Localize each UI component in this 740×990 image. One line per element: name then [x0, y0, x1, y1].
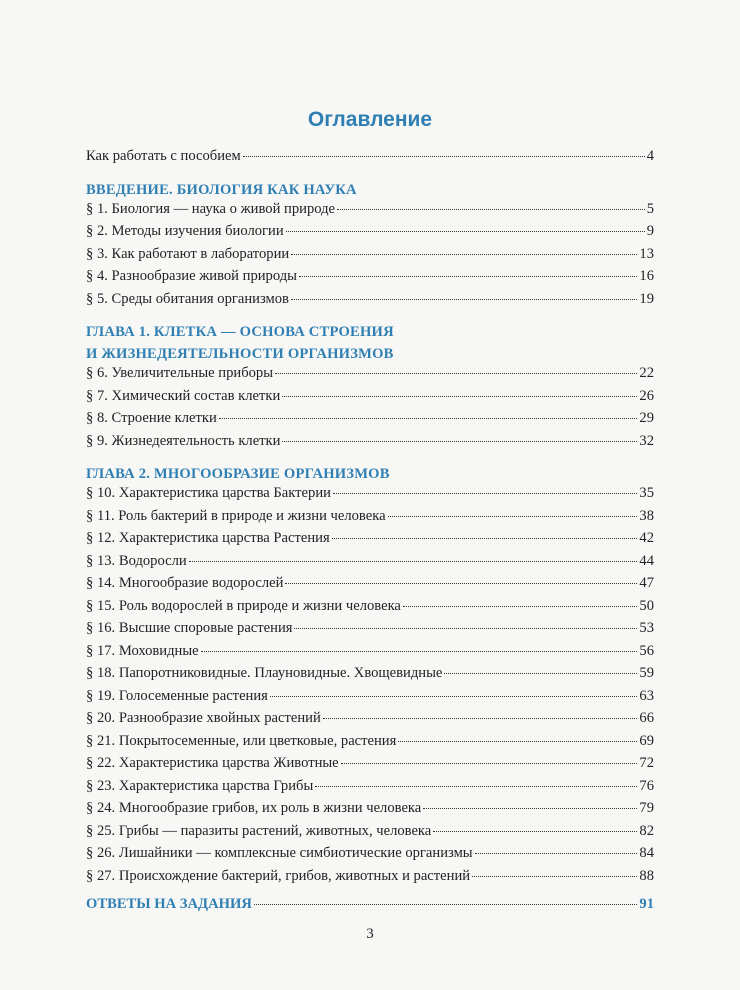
- toc-entry[interactable]: [86, 246, 654, 269]
- toc-entry[interactable]: [86, 485, 654, 508]
- toc-entry-label: § 15. Роль водорослей в природе и жизни человека: [86, 597, 401, 614]
- toc-entry-page: 32: [639, 432, 654, 449]
- dot-leader: [433, 831, 637, 832]
- dot-leader: [332, 538, 638, 539]
- toc-entry-page: 53: [639, 620, 654, 636]
- toc-entry[interactable]: [86, 643, 654, 666]
- dot-leader: [472, 876, 637, 877]
- dot-leader: [475, 853, 638, 854]
- toc-entry-label: § 16. Высшие споровые растения: [86, 620, 293, 636]
- dot-leader: [333, 493, 637, 494]
- toc-entry[interactable]: [86, 755, 654, 778]
- toc-entry[interactable]: [86, 710, 654, 733]
- toc-entry[interactable]: [86, 201, 654, 224]
- toc-entry[interactable]: [86, 823, 654, 846]
- section-heading[interactable]: ГЛАВА 2. МНОГООБРАЗИЕ ОРГАНИЗМОВ: [86, 466, 390, 482]
- dot-leader: [189, 561, 638, 562]
- toc-entry-label: § 6. Увеличительные приборы: [86, 365, 274, 381]
- toc-entry-intro[interactable]: [86, 148, 654, 171]
- toc-entry-page: 35: [639, 485, 654, 501]
- toc-entry-page: 63: [639, 687, 654, 704]
- dot-leader: [286, 231, 645, 232]
- toc-entry-page: 29: [639, 410, 654, 426]
- dot-leader: [388, 516, 638, 517]
- toc-entry[interactable]: [86, 733, 654, 756]
- toc-entry-answers[interactable]: [86, 896, 654, 919]
- dot-leader: [337, 209, 645, 210]
- toc-entry-page: 88: [639, 867, 654, 884]
- toc-sections: [86, 179, 654, 891]
- toc-entry-label: § 4. Разнообразие живой природы: [86, 268, 297, 284]
- toc-entry-page: 19: [639, 290, 654, 307]
- toc-entry-label: § 27. Происхождение бактерий, грибов, животных и растений: [86, 867, 471, 884]
- toc-entry-label: § 19. Голосеменные растения: [86, 687, 268, 704]
- toc-entry-page: 47: [639, 575, 654, 591]
- toc-entry[interactable]: [86, 388, 654, 411]
- section-heading[interactable]: ВВЕДЕНИЕ. БИОЛОГИЯ КАК НАУКА: [86, 181, 357, 198]
- dot-leader: [201, 651, 638, 652]
- dot-leader: [341, 763, 638, 764]
- dot-leader: [282, 441, 637, 442]
- toc-entry-label: § 26. Лишайники — комплексные симбиотические организмы: [86, 845, 473, 861]
- toc-entry-page: 91: [639, 896, 654, 912]
- toc-entry-label: § 8. Строение клетки: [86, 410, 217, 426]
- toc-entry-page: 9: [646, 223, 654, 239]
- section-heading[interactable]: И ЖИЗНЕДЕЯТЕЛЬНОСТИ ОРГАНИЗМОВ: [86, 346, 394, 362]
- toc-entry[interactable]: [86, 778, 654, 801]
- toc-entry-label: § 9. Жизнедеятельность клетки: [86, 432, 281, 449]
- toc-entry-label: § 12. Характеристика царства Растения: [86, 530, 330, 546]
- toc-entry-page: 66: [639, 710, 654, 726]
- dot-leader: [254, 904, 638, 905]
- toc-entry[interactable]: [86, 433, 654, 456]
- dot-leader: [315, 786, 637, 787]
- toc-entry-label: § 23. Характеристика царства Грибы: [86, 777, 314, 794]
- toc-entry[interactable]: [86, 365, 654, 388]
- dot-leader: [403, 606, 637, 607]
- toc-entry-page: 76: [639, 777, 654, 794]
- dot-leader: [282, 396, 637, 397]
- toc-entry-label: § 2. Методы изучения биологии: [86, 223, 284, 239]
- toc-entry[interactable]: [86, 268, 654, 291]
- dot-leader: [398, 741, 637, 742]
- toc-entry[interactable]: [86, 845, 654, 868]
- toc-entry-label: § 7. Химический состав клетки: [86, 387, 281, 404]
- toc-entry-label: § 3. Как работают в лаборатории: [86, 245, 290, 262]
- toc-entry-label: § 21. Покрытосеменные, или цветковые, растения: [86, 732, 397, 749]
- toc-entry-label: § 24. Многообразие грибов, их роль в жизни человека: [86, 800, 422, 816]
- dot-leader: [323, 718, 638, 719]
- dot-leader: [291, 299, 637, 300]
- toc-entry-page: 59: [639, 665, 654, 681]
- toc-entry-label: § 18. Папоротниковидные. Плауновидные. Хвощевидные: [86, 665, 443, 681]
- toc-entry[interactable]: [86, 868, 654, 891]
- section-heading[interactable]: ГЛАВА 1. КЛЕТКА — ОСНОВА СТРОЕНИЯ: [86, 324, 394, 340]
- dot-leader: [243, 156, 645, 157]
- toc-entry-page: 56: [639, 642, 654, 659]
- toc-entry-label: § 11. Роль бактерий в природе и жизни человека: [86, 507, 386, 524]
- toc-entry-page: 79: [639, 800, 654, 816]
- toc-entry-page: 50: [639, 597, 654, 614]
- toc-entry[interactable]: [86, 410, 654, 433]
- page-number: 3: [366, 926, 374, 942]
- toc-entry-label: § 13. Водоросли: [86, 552, 187, 569]
- toc-entry[interactable]: [86, 223, 654, 246]
- toc-entry-page: 38: [639, 507, 654, 524]
- toc-entry-page: 44: [639, 552, 654, 569]
- table-of-contents: [86, 148, 654, 919]
- page-title: Оглавление: [307, 108, 433, 131]
- toc-entry-page: 69: [639, 732, 654, 749]
- toc-entry-label: § 14. Многообразие водорослей: [86, 575, 284, 591]
- toc-entry-page: 84: [639, 845, 654, 861]
- toc-entry[interactable]: [86, 665, 654, 688]
- toc-entry-page: 42: [639, 530, 654, 546]
- toc-entry[interactable]: [86, 620, 654, 643]
- dot-leader: [444, 673, 637, 674]
- toc-entry-label: § 10. Характеристика царства Бактерии: [86, 485, 331, 501]
- dot-leader: [291, 254, 637, 255]
- toc-entry[interactable]: [86, 800, 654, 823]
- dot-leader: [423, 808, 637, 809]
- dot-leader: [270, 696, 638, 697]
- toc-entry-label: § 5. Среды обитания организмов: [86, 290, 289, 307]
- toc-entry-page: 16: [639, 268, 654, 284]
- toc-entry-label: ОТВЕТЫ НА ЗАДАНИЯ: [86, 896, 252, 912]
- toc-entry[interactable]: [86, 508, 654, 531]
- dot-leader: [294, 628, 637, 629]
- toc-entry[interactable]: [86, 688, 654, 711]
- toc-entry-page: 22: [639, 365, 654, 381]
- toc-entry-page: 5: [646, 200, 654, 217]
- toc-entry-label: § 20. Разнообразие хвойных растений: [86, 710, 321, 726]
- toc-entry-label: § 25. Грибы — паразиты растений, животных, человека: [86, 822, 432, 839]
- dot-leader: [219, 418, 638, 419]
- toc-entry-page: 82: [639, 822, 654, 839]
- toc-entry-page: 26: [639, 387, 654, 404]
- dot-leader: [299, 276, 637, 277]
- toc-entry-label: § 17. Моховидные: [86, 642, 199, 659]
- dot-leader: [275, 373, 637, 374]
- toc-entry[interactable]: [86, 575, 654, 598]
- toc-entry[interactable]: [86, 598, 654, 621]
- toc-entry-page: 4: [646, 148, 654, 164]
- toc-entry-page: 72: [639, 755, 654, 771]
- toc-entry[interactable]: [86, 553, 654, 576]
- toc-entry[interactable]: [86, 291, 654, 314]
- dot-leader: [285, 583, 637, 584]
- toc-entry-label: § 22. Характеристика царства Животные: [86, 755, 339, 771]
- toc-entry-label: § 1. Биология — наука о живой природе: [86, 200, 336, 217]
- toc-entry[interactable]: [86, 530, 654, 553]
- toc-entry-page: 13: [639, 245, 654, 262]
- toc-entry-label: Как работать с пособием: [86, 148, 241, 164]
